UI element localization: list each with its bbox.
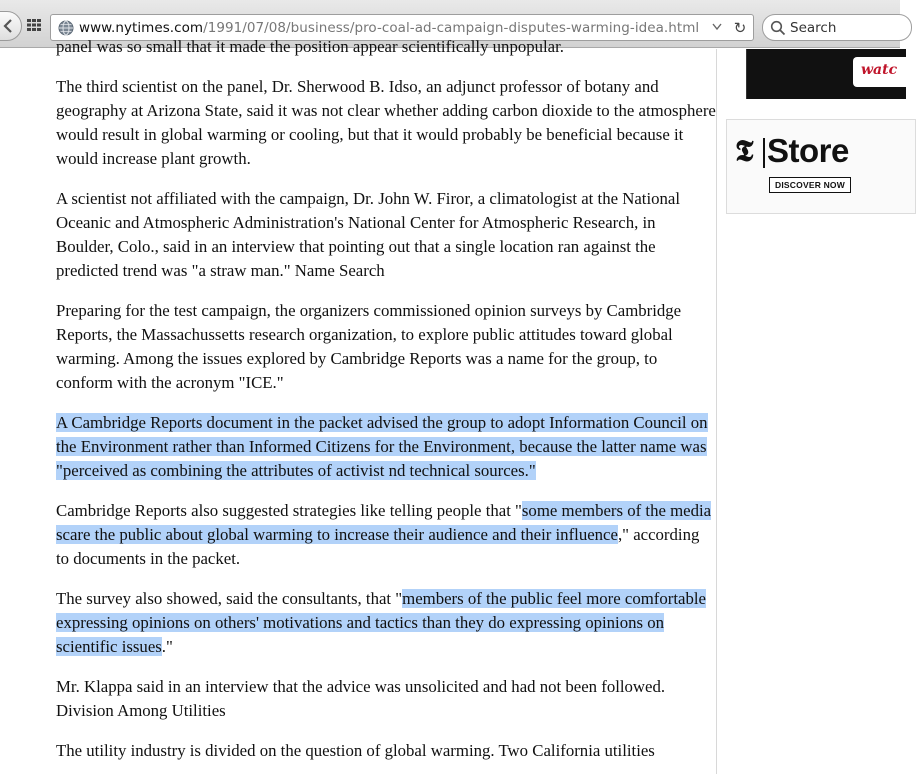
text-selection: A Cambridge Reports document in the packet advised the group to adopt Information Council on the Environment rather than Informed Citizens for the Environment, because the latter name was "perceived as combining the attributes of activist nd technical sources." <box>56 413 708 480</box>
logo-divider <box>763 138 765 168</box>
article-paragraph: panel was so small that it made the position appear scientifically unpopular. <box>56 37 564 56</box>
paragraph-text: Cambridge Reports also suggested strategies like telling people that " <box>56 501 522 520</box>
video-ad[interactable] <box>746 49 906 99</box>
search-placeholder: Search <box>790 20 837 36</box>
nyt-store-ad[interactable] <box>726 119 916 214</box>
watch-label[interactable]: watc <box>853 57 913 87</box>
discover-now-button[interactable]: DISCOVER NOW <box>769 177 851 193</box>
search-input[interactable] <box>762 14 912 41</box>
nyt-logo-icon: 𝕿 <box>735 134 754 169</box>
text-selection: members of the public feel more comfortable expressing opinions on others' motivations and tactics than they do expressing opinions on scientific issues <box>56 589 706 656</box>
article-paragraph: The third scientist on the panel, Dr. Sherwood B. Idso, an adjunct professor of botany and geography at Arizona State, said it was not clear whether adding carbon dioxide to the atmosphere would result in global warming or cooling, but that it would probably be beneficial because it would increase plant growth. <box>56 77 716 168</box>
url-domain: www.nytimes.com <box>79 20 204 36</box>
article-paragraph: The utility industry is divided on the question of global warming. Two California utilities <box>56 741 655 760</box>
text-selection: some members of the media scare the public about global warming to increase their audience and their influence <box>56 501 712 544</box>
web-page <box>0 37 900 774</box>
column-divider <box>716 49 717 774</box>
back-arrow-icon <box>3 19 13 33</box>
article-body <box>56 35 716 779</box>
url-text <box>79 20 699 36</box>
paragraph-text: The survey also showed, said the consultants, that " <box>56 589 403 608</box>
store-title: Store <box>767 132 849 169</box>
url-path: /1991/07/08/business/pro-coal-ad-campaign-disputes-warming-idea.html <box>203 20 700 36</box>
search-icon <box>770 20 786 36</box>
paragraph-text: ," according to documents in the packet. <box>56 525 700 568</box>
article-paragraph: Mr. Klappa said in an interview that the advice was unsolicited and had not been followed. Division Among Utilities <box>56 677 666 720</box>
article-paragraph: Preparing for the test campaign, the organizers commissioned opinion surveys by Cambridge Reports, the Massachussetts research organization, to explore public attitudes toward global warming. Among the issues explored by Cambridge Reports was a name for the group, to conform with the acronym "ICE." <box>56 301 682 392</box>
article-paragraph <box>56 499 716 571</box>
top-sites-grid-icon[interactable] <box>27 19 41 31</box>
reload-icon[interactable]: ↻ <box>733 19 747 37</box>
article-paragraph: A scientist not affiliated with the campaign, Dr. John W. Firor, a climatologist at the National Oceanic and Atmospheric Administration's National Center for Atmospheric Research, in Boulder, Colo., said in an interview that pointing out that a single location ran against the predicted trend was "a straw man." Name Search <box>56 189 681 280</box>
back-button[interactable] <box>0 11 22 41</box>
globe-icon <box>58 20 74 36</box>
article-paragraph <box>56 587 716 659</box>
article-paragraph-highlighted <box>56 411 716 483</box>
chevron-down-icon[interactable] <box>712 23 722 31</box>
paragraph-text: ." <box>161 637 173 656</box>
